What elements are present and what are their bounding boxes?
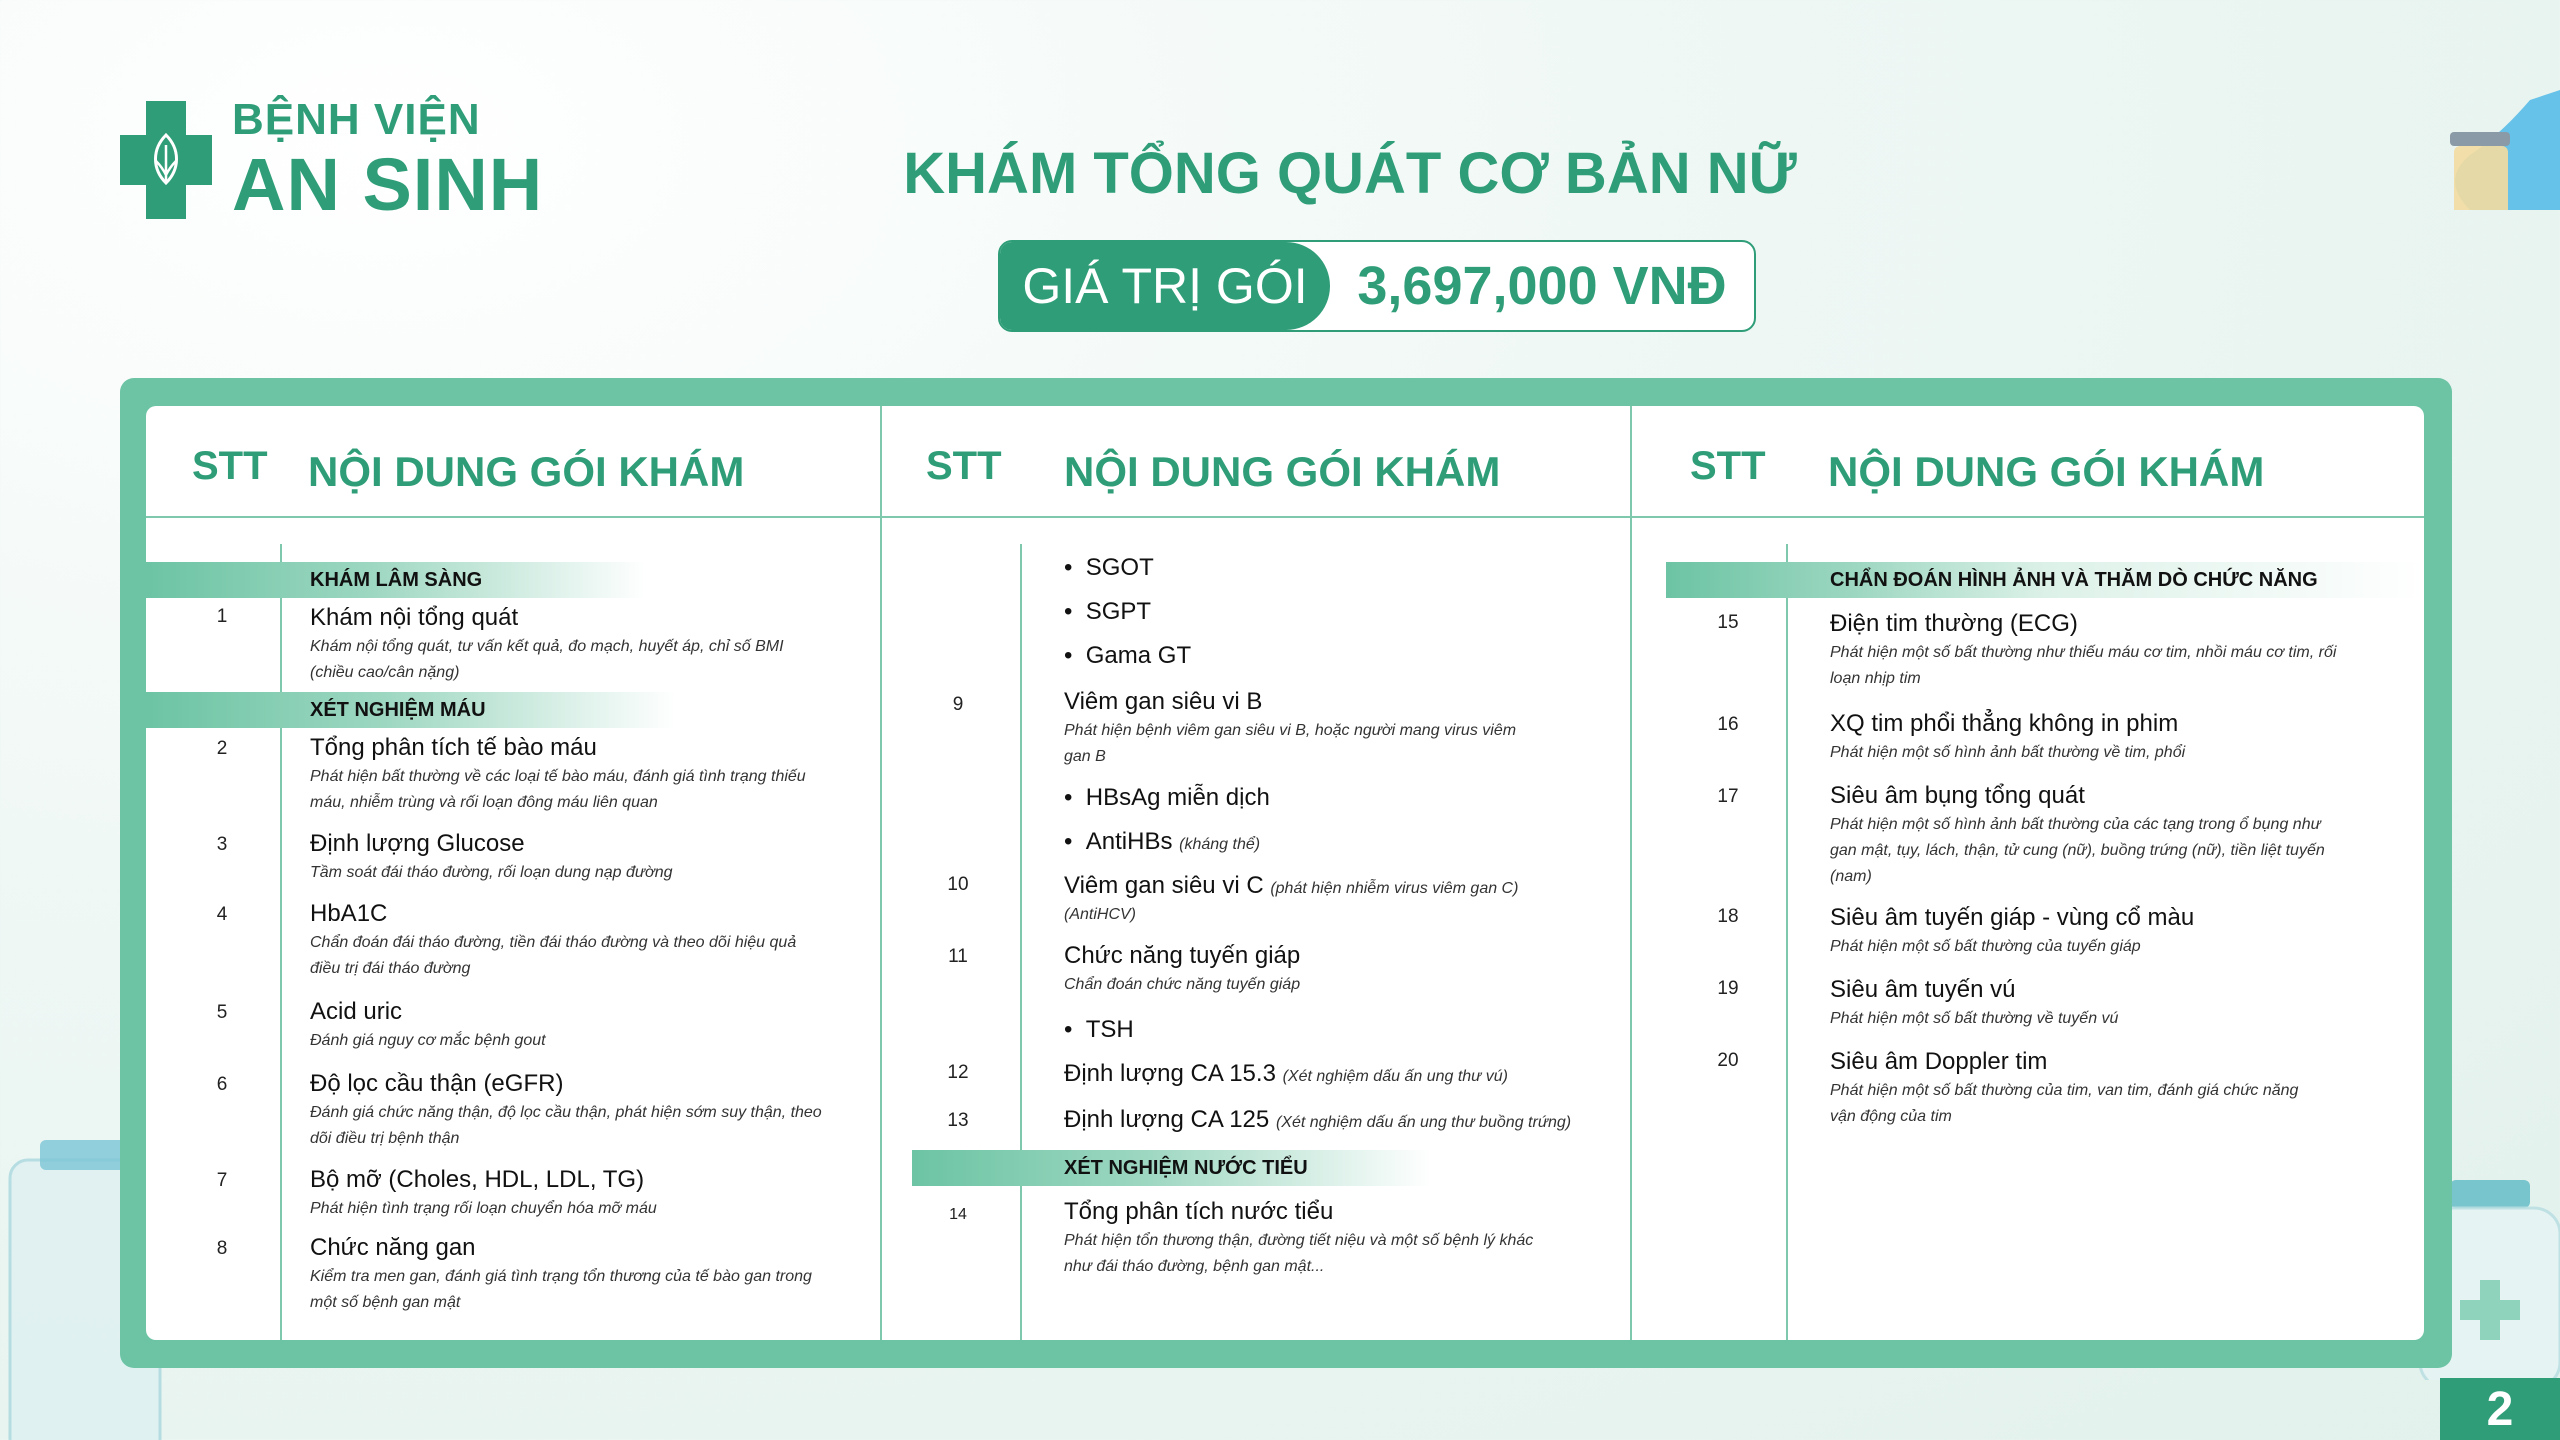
page-title: KHÁM TỔNG QUÁT CƠ BẢN NỮ <box>903 141 1797 206</box>
item-number: 12 <box>947 1062 969 1083</box>
item-number: 15 <box>1717 612 1739 633</box>
package-item: Định lượng CA 125 (Xét nghiệm dấu ấn ung thư buồng trứng) <box>1064 1106 1572 1133</box>
sub-item: • HBsAg miễn dịch <box>1064 784 1270 811</box>
package-item: Siêu âm Doppler tim Phát hiện một số bất thường của tim, van tim, đánh giá chức năng vận động của tim <box>1830 1048 2299 1125</box>
sub-item: • Gama GT <box>1064 642 1192 669</box>
sub-item: • AntiHBs (kháng thể) <box>1064 828 1261 855</box>
package-item: Siêu âm tuyến giáp - vùng cổ màu Phát hiện một số bất thường của tuyến giáp <box>1830 904 2195 955</box>
column-divider <box>880 406 882 1340</box>
logo-line-1: BỆNH VIỆN <box>232 95 481 144</box>
content-header: NỘI DUNG GÓI KHÁM <box>308 448 745 495</box>
sub-item: • SGOT <box>1064 554 1154 581</box>
package-item: Tổng phân tích nước tiểu Phát hiện tổn thương thận, đường tiết niệu và một số bệnh lý khác như đái tháo đường, bệnh gan mật... <box>1064 1198 1534 1275</box>
section-header: CHẨN ĐOÁN HÌNH ẢNH VÀ THĂM DÒ CHỨC NĂNG <box>1666 562 2424 598</box>
stt-divider <box>1020 544 1022 1340</box>
item-number: 7 <box>216 1170 228 1191</box>
sub-item: • TSH <box>1064 1016 1134 1043</box>
stt-divider <box>1786 544 1788 1340</box>
package-item: Định lượng Glucose Tầm soát đái tháo đường, rối loạn dung nạp đường <box>310 830 673 881</box>
stt-header: STT <box>1690 444 1766 488</box>
package-item: Viêm gan siêu vi C (phát hiện nhiễm virus viêm gan C) (AntiHCV) <box>1064 872 1519 923</box>
content-header: NỘI DUNG GÓI KHÁM <box>1828 448 2265 495</box>
stt-header: STT <box>192 444 268 488</box>
sub-item: • SGPT <box>1064 598 1152 625</box>
logo-line-2: AN SINH <box>232 143 544 226</box>
package-item: HbA1C Chẩn đoán đái tháo đường, tiền đái tháo đường và theo dõi hiệu quả điều trị đái tháo đường <box>310 900 797 977</box>
package-item: Khám nội tổng quát Khám nội tổng quát, tư vấn kết quả, đo mạch, huyết áp, chỉ số BMI (chiều cao/cân nặng) <box>310 604 784 681</box>
item-number: 18 <box>1717 906 1739 927</box>
section-header: KHÁM LÂM SÀNG <box>146 562 646 598</box>
item-number: 5 <box>216 1002 228 1023</box>
item-number: 8 <box>216 1238 228 1259</box>
item-number: 11 <box>948 946 968 967</box>
stt-divider <box>280 544 282 1340</box>
item-number: 14 <box>949 1206 967 1223</box>
item-number: 17 <box>1717 786 1739 807</box>
package-item: XQ tim phổi thẳng không in phim Phát hiện một số hình ảnh bất thường về tim, phổi <box>1830 710 2186 761</box>
item-number: 9 <box>952 694 964 715</box>
package-item: Chức năng gan Kiểm tra men gan, đánh giá tình trạng tổn thương của tế bào gan trong một số bệnh gan mật <box>310 1234 812 1311</box>
item-number: 2 <box>216 738 228 759</box>
stt-header: STT <box>926 444 1002 488</box>
package-item: Siêu âm tuyến vú Phát hiện một số bất thường về tuyến vú <box>1830 976 2119 1027</box>
item-number: 6 <box>216 1074 228 1095</box>
package-item: Acid uric Đánh giá nguy cơ mắc bệnh gout <box>310 998 546 1049</box>
item-number: 16 <box>1717 714 1739 735</box>
item-number: 4 <box>216 904 228 925</box>
price-label: GIÁ TRỊ GÓI <box>1000 242 1330 330</box>
package-item: Bộ mỡ (Choles, HDL, LDL, TG) Phát hiện tình trạng rối loạn chuyển hóa mỡ máu <box>310 1166 657 1217</box>
package-table <box>146 406 2424 1340</box>
content-header: NỘI DUNG GÓI KHÁM <box>1064 448 1501 495</box>
package-item: Độ lọc cầu thận (eGFR) Đánh giá chức năng thận, độ lọc cầu thận, phát hiện sớm suy thận, theo dõi điều trị bệnh thận <box>310 1070 822 1147</box>
item-number: 10 <box>947 874 969 895</box>
page-number: 2 <box>2440 1378 2560 1440</box>
package-item: Điện tim thường (ECG) Phát hiện một số bất thường như thiếu máu cơ tim, nhồi máu cơ tim, rối loạn nhịp tim <box>1830 610 2337 687</box>
item-number: 1 <box>216 606 228 627</box>
package-item: Viêm gan siêu vi B Phát hiện bệnh viêm gan siêu vi B, hoặc người mang virus viêm gan B <box>1064 688 1517 765</box>
item-number: 3 <box>216 834 228 855</box>
item-number: 20 <box>1717 1050 1739 1071</box>
price-box <box>998 240 1756 332</box>
column-divider <box>1630 406 1632 1340</box>
package-item: Tổng phân tích tế bào máu Phát hiện bất thường về các loại tế bào máu, đánh giá tình trạng thiếu máu, nhiễm trùng và rối loạn đông máu liên quan <box>310 734 806 811</box>
section-header: XÉT NGHIỆM MÁU <box>146 692 676 728</box>
header-divider <box>146 516 2424 518</box>
package-item: Chức năng tuyến giáp Chẩn đoán chức năng tuyến giáp <box>1064 942 1301 993</box>
package-item: Định lượng CA 15.3 (Xét nghiệm dấu ấn ung thư vú) <box>1064 1060 1508 1087</box>
item-number: 19 <box>1717 978 1739 999</box>
item-number: 13 <box>947 1110 969 1131</box>
price-value: 3,697,000 VNĐ <box>1357 256 1727 316</box>
package-item: Siêu âm bụng tổng quát Phát hiện một số hình ảnh bất thường của các tạng trong ổ bụng như gan mật, tụy, lách, thận, tử cung (nữ), buồng trứng (nữ), tiền liệt tuyến (nam) <box>1830 782 2325 885</box>
section-header: XÉT NGHIỆM NƯỚC TIỂU <box>912 1150 1432 1186</box>
